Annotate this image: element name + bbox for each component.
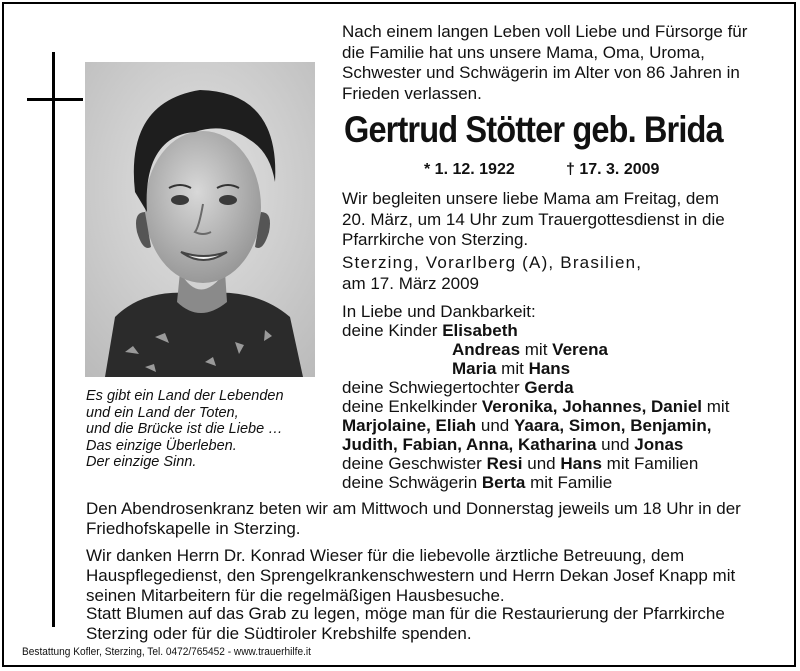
birth-date: * 1. 12. 1922 [424,161,515,178]
children-label: deine Kinder [342,321,438,340]
service-line: Pfarrkirche von Sterzing. [342,230,529,249]
family-list [342,302,782,492]
intro-text [342,22,782,104]
grandchildren-names: Veronika, Johannes, Daniel [481,397,703,416]
thanks-line: Wir danken Herrn Dr. Konrad Wieser für die liebevolle ärztliche Betreuung, dem [86,546,685,565]
children-row [342,321,782,340]
quote-line: und ein Land der Toten, [86,404,239,421]
family-intro: In Liebe und Dankbarkeit: [342,302,536,321]
quote-line: Das einzige Überleben. [86,437,237,454]
sibling-name: Hans [560,454,602,473]
flowers-line: Statt Blumen auf das Grab zu legen, möge man für die Restaurierung der Pfarrkirche [86,604,725,623]
connector-text: und [601,435,630,454]
children-row [342,340,782,359]
service-line: Wir begleiten unsere liebe Mama am Freitag, dem [342,189,719,208]
grandchildren-names: Judith, Fabian, Anna, Katharina [342,435,597,454]
quote-line: Es gibt ein Land der Lebenden [86,388,284,404]
sister-in-law-label: deine Schwägerin [342,473,478,492]
grandchildren-row [342,435,782,454]
flowers-notice [86,604,786,644]
child-name: Elisabeth [442,321,518,340]
date-line: am 17. März 2009 [342,273,480,293]
flowers-line: Sterzing oder für die Südtiroler Krebshilfe spenden. [86,624,472,643]
partner-name: Hans [528,359,571,378]
siblings-row [342,454,782,473]
intro-line: Schwester und Schwägerin im Alter von 86 Jahren in [342,63,740,82]
connector-text: und [527,454,556,473]
connector-text: und [480,416,510,435]
sister-in-law-name: Berta [481,473,526,492]
children-row [342,359,782,378]
siblings-label: deine Geschwister [342,454,482,473]
quote-line: und die Brücke ist die Liebe … [86,421,283,437]
sister-in-law-row [342,473,782,492]
rosary-notice [86,499,786,539]
connector-text: mit Familien [606,454,699,473]
child-name: Maria [452,359,497,378]
sibling-name: Resi [486,454,523,473]
daughter-in-law-row [342,378,782,397]
daughter-in-law-label: deine Schwiegertochter [342,378,520,397]
grandchildren-names: Jonas [634,435,684,454]
connector-text: mit [501,359,524,378]
grandchildren-row [342,416,782,435]
funeral-service-text [342,189,782,251]
place-and-date [342,253,782,294]
child-name: Andreas [452,340,521,359]
thanks-line: Hauspflegedienst, den Sprengelkrankenschwestern und Herrn Dekan Josef Knapp mit [86,566,736,585]
deceased-name: Gertrud Stötter geb. Brida [344,109,723,150]
rosary-line: Friedhofskapelle in Sterzing. [86,519,301,538]
portrait-photo [85,62,315,377]
memorial-quote [86,388,326,471]
grandchildren-names: Marjolaine, Eliah [342,416,477,435]
death-date: † 17. 3. 2009 [566,161,660,178]
rosary-line: Den Abendrosenkranz beten wir am Mittwoch und Donnerstag jeweils um 18 Uhr in der [86,499,741,518]
connector-text: mit [706,397,730,416]
partner-name: Verena [552,340,608,359]
connector-text: mit [524,340,548,359]
funeral-home-footer: Bestattung Kofler, Sterzing, Tel. 0472/765452 - www.trauerhilfe.it [22,646,311,658]
intro-line: die Familie hat uns unsere Mama, Oma, Uroma, [342,42,705,62]
grandchildren-row [342,397,782,416]
cross-vertical-bar [52,52,55,627]
place-line: Sterzing, Vorarlberg (A), Brasilien, [342,253,643,272]
daughter-in-law-name: Gerda [524,378,574,397]
quote-line: Der einzige Sinn. [86,454,197,470]
intro-line: Nach einem langen Leben voll Liebe und Fürsorge für [342,22,748,41]
thanks-notice [86,546,786,606]
connector-text: mit Familie [530,473,613,492]
cross-horizontal-bar [27,98,83,101]
intro-line: Frieden verlassen. [342,83,482,103]
grandchildren-names: Yaara, Simon, Benjamin, [514,416,712,435]
grandchildren-label: deine Enkelkinder [342,397,478,416]
thanks-line: seinen Mitarbeitern für die regelmäßigen Hausbesuche. [86,586,505,605]
service-line: 20. März, um 14 Uhr zum Trauergottesdienst in die [342,209,725,229]
